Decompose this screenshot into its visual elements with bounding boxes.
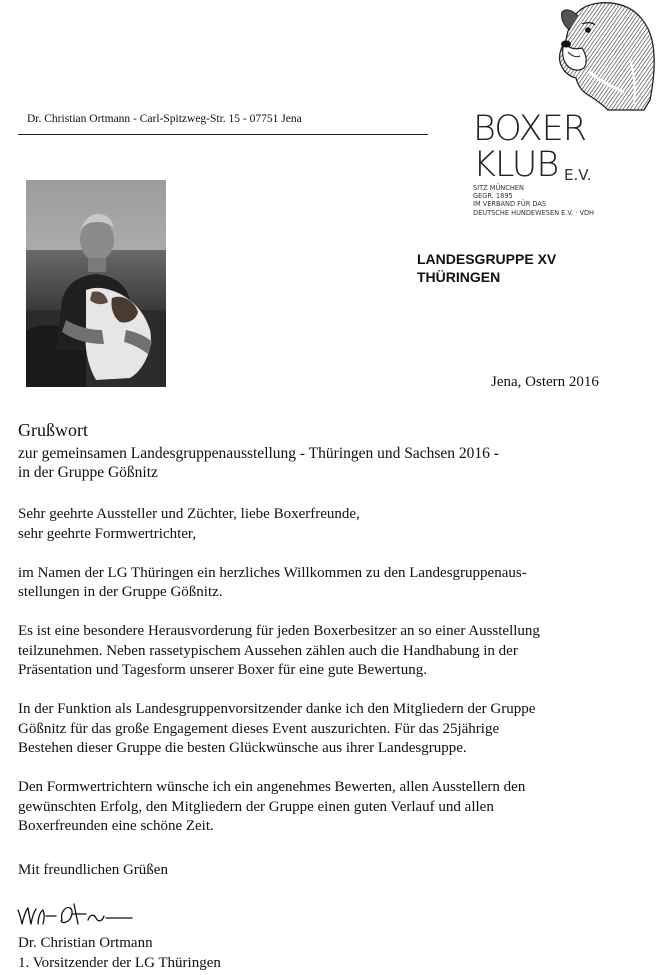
logo-small-line: IM VERBAND FÜR DAS <box>473 200 547 209</box>
letter-subtitle <box>18 444 499 482</box>
dateline: Jena, Ostern 2016 <box>491 374 599 390</box>
letter-title: Grußwort <box>18 420 88 440</box>
sender-address-line: Dr. Christian Ortmann - Carl-Spitzweg-Str. 15 - 07751 Jena <box>27 113 302 125</box>
signer-role: 1. Vorsitzender der LG Thüringen <box>18 955 221 971</box>
signer-block <box>18 933 221 973</box>
regional-group-line2: THÜRINGEN <box>417 269 501 285</box>
logo-small-text <box>473 184 594 217</box>
body-paragraph-welcome: im Namen der LG Thüringen ein herzliches Willkommen zu den Landesgruppenaus- stellungen in der Gruppe Gößnitz. <box>18 564 527 600</box>
letter-body <box>18 505 658 856</box>
portrait-photo-man-with-dog <box>26 180 166 387</box>
letter-subtitle-line2: in der Gruppe Gößnitz <box>18 464 158 481</box>
boxer-dog-head-icon <box>538 0 660 112</box>
logo-small-line: SITZ MÜNCHEN <box>473 184 524 192</box>
logo-small-line: DEUTSCHE HUNDEWESEN E.V. · VDH <box>473 208 594 217</box>
regional-group-label <box>417 250 556 286</box>
logo-wordmark-boxer: BOXER <box>473 109 587 149</box>
logo-small-line: GEGR. 1895 <box>473 192 513 201</box>
logo-wordmark-klub: KLUB <box>473 145 559 185</box>
letter-subtitle-line1: zur gemeinsamen Landesgruppenausstellung - Thüringen und Sachsen 2016 - <box>18 445 499 462</box>
signer-name: Dr. Christian Ortmann <box>18 935 153 951</box>
logo-ev: E.V. <box>564 166 592 184</box>
body-paragraph-wishes: Den Formwertrichtern wünsche ich ein angenehmes Bewerten, allen Ausstellern den gewünschten Erfolg, den Mitgliedern der Gruppe einen guten Verlauf und allen Boxerfreunden eine schöne Zeit. <box>18 779 526 834</box>
boxer-klub-logo <box>470 0 662 235</box>
regional-group-line1: LANDESGRUPPE XV <box>417 251 557 267</box>
closing-greeting: Mit freundlichen Grüßen <box>18 862 168 878</box>
sender-divider <box>18 134 428 135</box>
body-paragraph-salutation: Sehr geehrte Aussteller und Züchter, liebe Boxerfreunde, sehr geehrte Formwertrichter, <box>18 506 360 542</box>
body-paragraph-challenge: Es ist eine besondere Herausvorderung für jeden Boxerbesitzer an so einer Ausstellung teilzunehmen. Neben rassetypischem Aussehen zählen auch die Handhabung in der Präsentation und Tagesform unserer Boxer für eine gute Bewertung. <box>18 623 540 678</box>
body-paragraph-thanks: In der Funktion als Landesgruppenvorsitzender danke ich den Mitgliedern der Gruppe Gößnitz für das große Engagement dieses Event auszurichten. Für das 25jährige Bestehen dieser Gruppe die besten Glückwünsche aus ihrer Landesgruppe. <box>18 701 536 756</box>
handwritten-signature <box>16 900 134 930</box>
